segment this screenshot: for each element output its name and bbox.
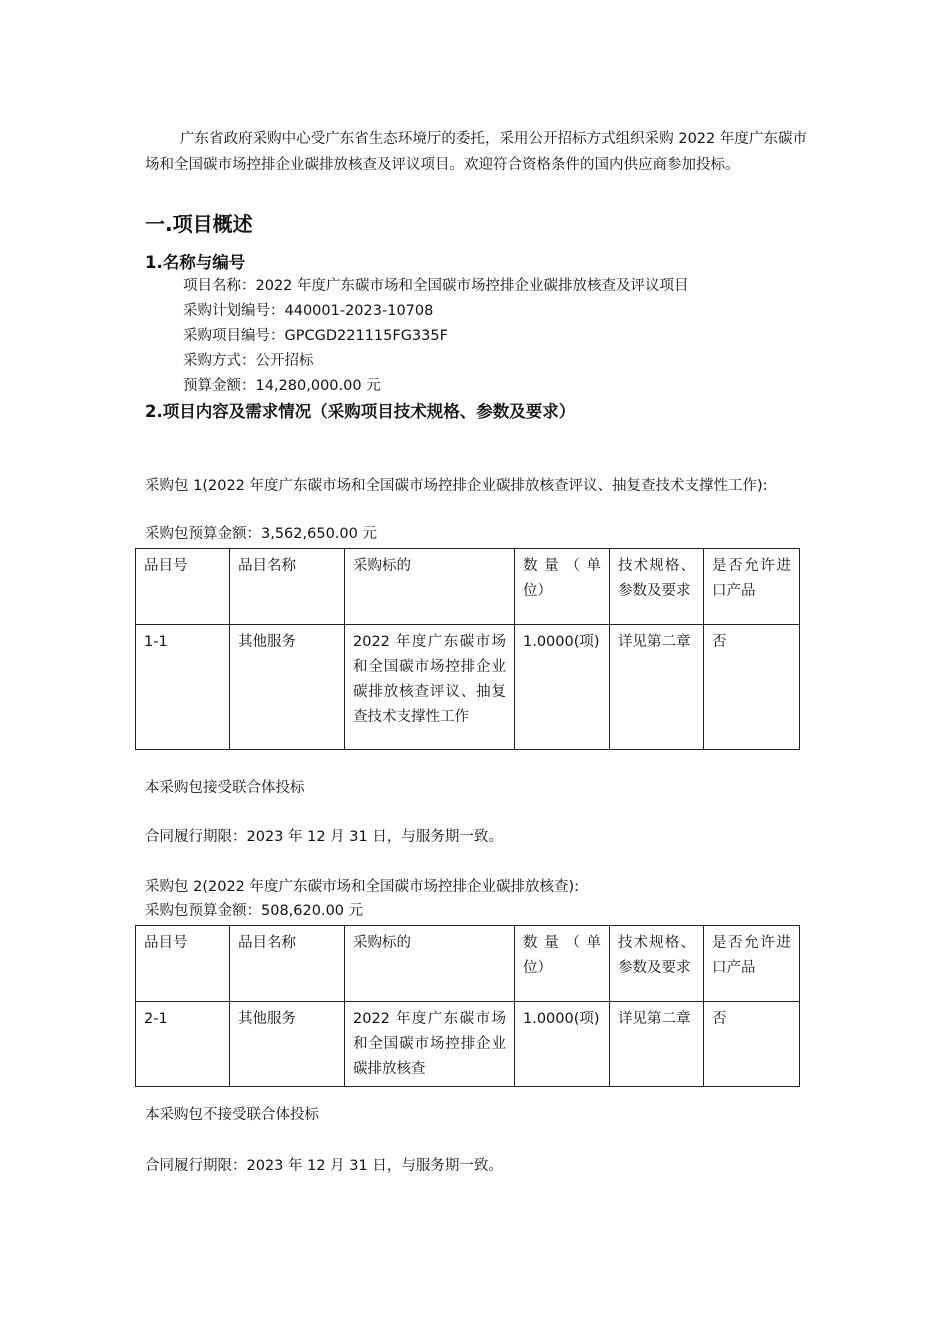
package-1-budget: 采购包预算金额：3,562,650.00 元 — [145, 526, 377, 542]
table-row — [136, 625, 800, 750]
package-1-term: 合同履行期限：2023 年 12 月 31 日，与服务期一致。 — [145, 829, 503, 845]
header-import: 是否允许进口产品 — [704, 926, 800, 1002]
table-row — [136, 1002, 800, 1087]
cell-spec: 详见第二章 — [610, 625, 704, 750]
cell-subject: 2022 年度广东碳市场和全国碳市场控排企业碳排放核查评议、抽复查技术支撑性工作 — [345, 625, 515, 750]
package-2-table — [135, 925, 800, 1087]
package-1-title: 采购包 1(2022 年度广东碳市场和全国碳市场控排企业碳排放核查评议、抽复查技术支撑性工作): — [145, 478, 768, 494]
header-item-no: 品目号 — [136, 549, 230, 625]
table-header-row — [136, 926, 800, 1002]
package-2-budget: 采购包预算金额：508,620.00 元 — [145, 903, 364, 919]
cell-item-name: 其他服务 — [230, 1002, 345, 1087]
subheading-requirements: 2.项目内容及需求情况（采购项目技术规格、参数及要求） — [145, 402, 576, 421]
header-item-no: 品目号 — [136, 926, 230, 1002]
package-2-consortium: 本采购包不接受联合体投标 — [145, 1107, 319, 1123]
plan-number: 采购计划编号：440001-2023-10708 — [183, 303, 434, 319]
table-header-row — [136, 549, 800, 625]
intro-paragraph: 广东省政府采购中心受广东省生态环境厅的委托，采用公开招标方式组织采购 2022 年度广东碳市场和全国碳市场控排企业碳排放核查及评议项目。欢迎符合资格条件的国内供应商参加投标。 — [145, 131, 807, 173]
header-spec: 技术规格、参数及要求 — [610, 926, 704, 1002]
cell-import: 否 — [704, 625, 800, 750]
cell-subject: 2022 年度广东碳市场和全国碳市场控排企业碳排放核查 — [345, 1002, 515, 1087]
section-heading-overview: 一.项目概述 — [145, 212, 253, 236]
header-subject: 采购标的 — [345, 926, 515, 1002]
cell-quantity: 1.0000(项) — [515, 1002, 610, 1087]
cell-item-name: 其他服务 — [230, 625, 345, 750]
cell-import: 否 — [704, 1002, 800, 1087]
header-quantity: 数量（单位） — [515, 926, 610, 1002]
cell-spec: 详见第二章 — [610, 1002, 704, 1087]
header-item-name: 品目名称 — [230, 926, 345, 1002]
procurement-method: 采购方式：公开招标 — [183, 353, 314, 369]
project-name: 项目名称：2022 年度广东碳市场和全国碳市场控排企业碳排放核查及评议项目 — [183, 278, 689, 294]
budget-amount: 预算金额：14,280,000.00 元 — [183, 378, 381, 394]
cell-quantity: 1.0000(项) — [515, 625, 610, 750]
header-import: 是否允许进口产品 — [704, 549, 800, 625]
cell-item-no: 2-1 — [136, 1002, 230, 1087]
header-spec: 技术规格、参数及要求 — [610, 549, 704, 625]
header-item-name: 品目名称 — [230, 549, 345, 625]
header-subject: 采购标的 — [345, 549, 515, 625]
header-quantity: 数量（单位） — [515, 549, 610, 625]
subheading-name-and-number: 1.名称与编号 — [145, 253, 246, 272]
package-1-table — [135, 548, 800, 750]
package-2-title: 采购包 2(2022 年度广东碳市场和全国碳市场控排企业碳排放核查): — [145, 879, 580, 895]
project-number: 采购项目编号：GPCGD221115FG335F — [183, 328, 448, 344]
package-1-consortium: 本采购包接受联合体投标 — [145, 780, 305, 796]
package-2-term: 合同履行期限：2023 年 12 月 31 日，与服务期一致。 — [145, 1158, 503, 1174]
cell-item-no: 1-1 — [136, 625, 230, 750]
